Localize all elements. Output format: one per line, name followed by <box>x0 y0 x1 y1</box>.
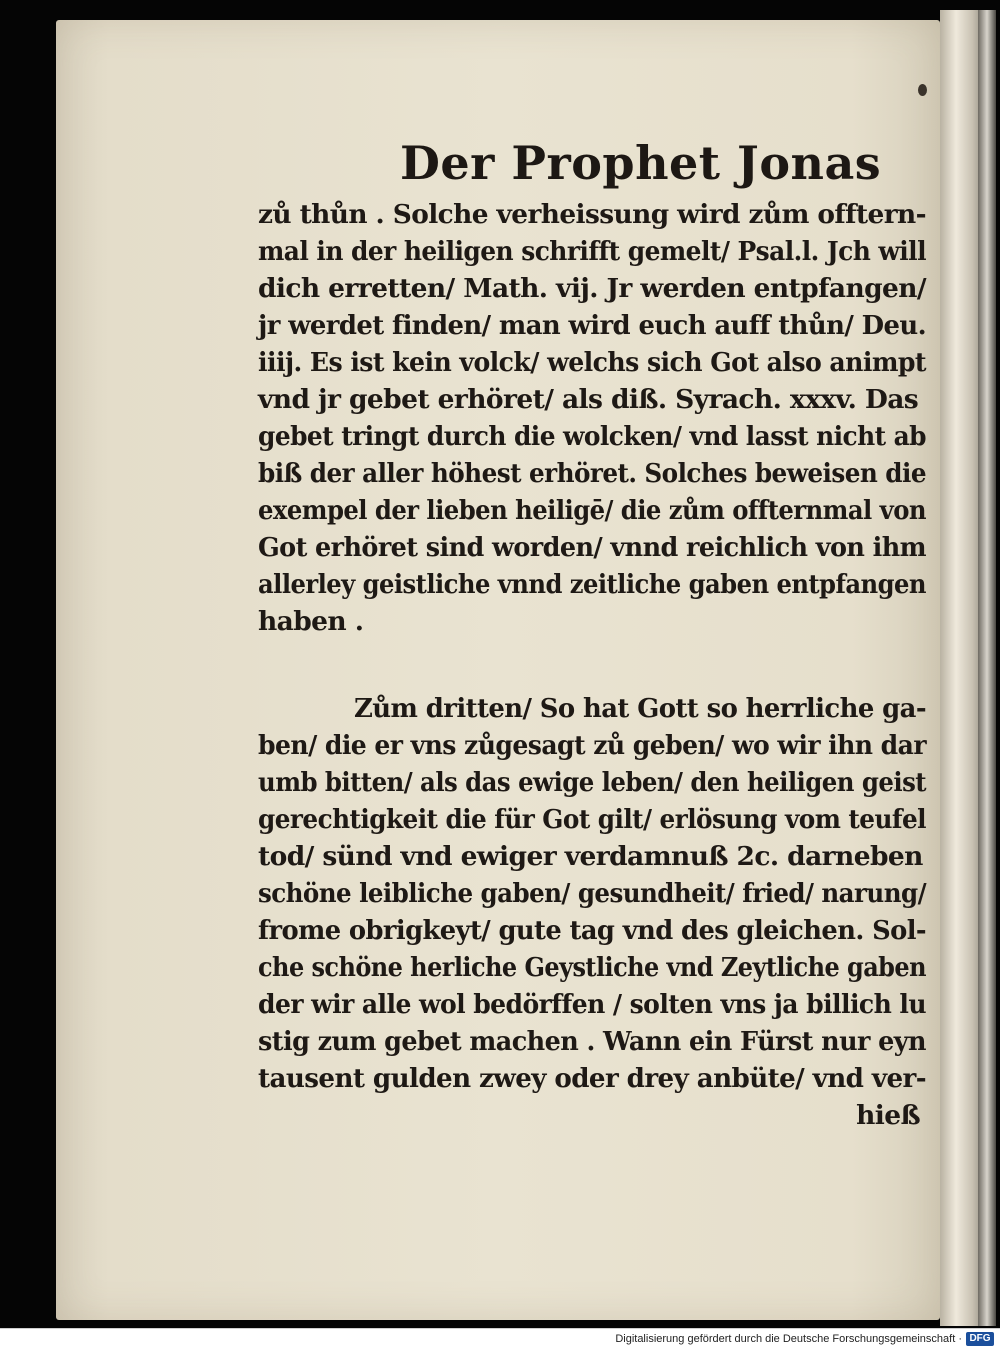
text-line: vnd jr gebet erhöret/ als diß. Syrach. xxxv. Das <box>258 384 919 415</box>
text-line: schöne leibliche gaben/ gesundheit/ fried/ narung/ <box>258 878 926 909</box>
dfg-logo: DFG <box>966 1332 994 1346</box>
ink-spot <box>918 84 927 96</box>
text-line: zů thůn . Solche verheissung wird zům offtern- <box>258 199 926 230</box>
page-body <box>258 196 926 1134</box>
book-spine-edge <box>978 10 996 1326</box>
running-head: Der Prophet Jonas <box>400 136 882 190</box>
text-line: dich erretten/ Math. vij. Jr werden entpfangen/ <box>258 273 926 304</box>
text-line: haben . <box>258 606 364 637</box>
text-line: Zům dritten/ So hat Gott so herrliche ga- <box>354 693 926 724</box>
paragraph-gap <box>258 640 926 690</box>
text-line: exempel der lieben heiligē/ die zům offternmal von <box>258 495 926 526</box>
text-line: ben/ die er vns zůgesagt zů geben/ wo wir ihn dar <box>258 730 926 761</box>
text-line: che schöne herliche Geystliche vnd Zeytliche gaben <box>258 952 926 983</box>
text-line: der wir alle wol bedörffen / solten vns ja billich lu <box>258 989 926 1020</box>
text-line: gebet tringt durch die wolcken/ vnd lasst nicht ab <box>258 421 926 452</box>
footer-credit: Digitalisierung gefördert durch die Deutsche Forschungsgemeinschaft · <box>615 1333 962 1345</box>
text-line: allerley geistliche vnnd zeitliche gaben entpfangen <box>258 569 926 600</box>
text-line: umb bitten/ als das ewige leben/ den heiligen geist <box>258 767 926 798</box>
text-line: jr werdet finden/ man wird euch auff thůn/ Deu. <box>258 310 926 341</box>
text-line: mal in der heiligen schrifft gemelt/ Psal.l. Jch will <box>258 236 926 267</box>
text-line: Got erhöret sind worden/ vnnd reichlich von ihm <box>258 532 926 563</box>
text-line: iiij. Es ist kein volck/ welchs sich Got also animpt <box>258 347 926 378</box>
footer-bar <box>0 1328 1000 1351</box>
text-line: tausent gulden zwey oder drey anbüte/ vnd ver- <box>258 1063 926 1094</box>
text-line: tod/ sünd vnd ewiger verdamnuß 2c. darneben <box>258 841 923 872</box>
text-line: gerechtigkeit die für Got gilt/ erlösung vom teufel <box>258 804 926 835</box>
catchword: hieß <box>856 1100 920 1131</box>
text-line: frome obrigkeyt/ gute tag vnd des gleichen. Sol- <box>258 915 926 946</box>
text-line: biß der aller höhest erhöret. Solches beweisen die <box>258 458 926 489</box>
text-line: stig zum gebet machen . Wann ein Fürst nur eyn <box>258 1026 926 1057</box>
